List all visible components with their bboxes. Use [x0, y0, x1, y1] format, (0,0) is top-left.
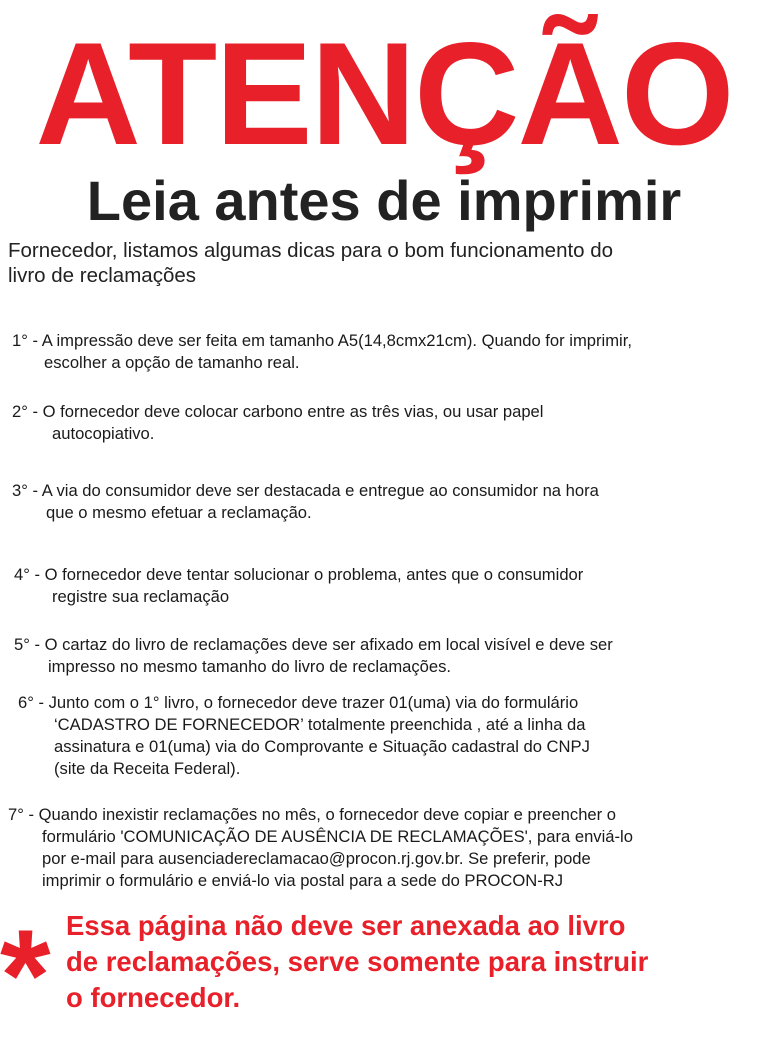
- item-text: ‘CADASTRO DE FORNECEDOR’ totalmente preenchida , até a linha da: [54, 715, 586, 734]
- footer-line: Essa página não deve ser anexada ao livro: [66, 910, 626, 941]
- item-text: 5° - O cartaz do livro de reclamações deve ser afixado em local visível e deve ser: [14, 635, 613, 654]
- intro-line: Fornecedor, listamos algumas dicas para o bom funcionamento do: [8, 239, 614, 262]
- item-text: assinatura e 01(uma) via do Comprovante e Situação cadastral do CNPJ: [54, 737, 590, 756]
- footer-line: de reclamações, serve somente para instruir: [66, 946, 649, 977]
- item-text: imprimir o formulário e enviá-lo via postal para a sede do PROCON-RJ: [42, 871, 564, 890]
- item-text: 2° - O fornecedor deve colocar carbono entre as três vias, ou usar papel: [12, 402, 544, 421]
- footer-line: o fornecedor.: [66, 982, 241, 1013]
- item-text: formulário 'COMUNICAÇÃO DE AUSÊNCIA DE RECLAMAÇÕES', para enviá-lo: [42, 827, 633, 846]
- intro-text: [8, 238, 768, 288]
- item-text: escolher a opção de tamanho real.: [44, 353, 300, 372]
- item-text: (site da Receita Federal).: [54, 759, 241, 778]
- item-text: impresso no mesmo tamanho do livro de reclamações.: [48, 657, 452, 676]
- footer-warning: [66, 908, 766, 1016]
- item-text: por e-mail para ausenciadereclamacao@procon.rj.gov.br. Se preferir, pode: [42, 849, 591, 868]
- instruction-item-3: [12, 480, 599, 524]
- instruction-item-1: [12, 330, 632, 374]
- item-text: 6° - Junto com o 1° livro, o fornecedor deve trazer 01(uma) via do formulário: [18, 693, 579, 712]
- instruction-item-5: [14, 634, 613, 678]
- intro-line: livro de reclamações: [8, 264, 196, 287]
- asterisk-icon: *: [0, 902, 51, 1048]
- page-subtitle: Leia antes de imprimir: [86, 169, 682, 232]
- item-text: 1° - A impressão deve ser feita em tamanho A5(14,8cmx21cm). Quando for imprimir,: [12, 331, 632, 350]
- item-text: 3° - A via do consumidor deve ser destacada e entregue ao consumidor na hora: [12, 481, 599, 500]
- instruction-item-2: [12, 401, 543, 445]
- page-title: ATENÇÃO: [35, 12, 733, 175]
- instruction-item-4: [14, 564, 583, 608]
- item-text: autocopiativo.: [52, 424, 155, 443]
- item-text: 7° - Quando inexistir reclamações no mês, o fornecedor deve copiar e preencher o: [8, 805, 617, 824]
- item-text: 4° - O fornecedor deve tentar solucionar o problema, antes que o consumidor: [14, 565, 584, 584]
- item-text: registre sua reclamação: [52, 587, 230, 606]
- instruction-item-7: [8, 804, 633, 892]
- item-text: que o mesmo efetuar a reclamação.: [46, 503, 312, 522]
- instruction-item-6: [18, 692, 590, 780]
